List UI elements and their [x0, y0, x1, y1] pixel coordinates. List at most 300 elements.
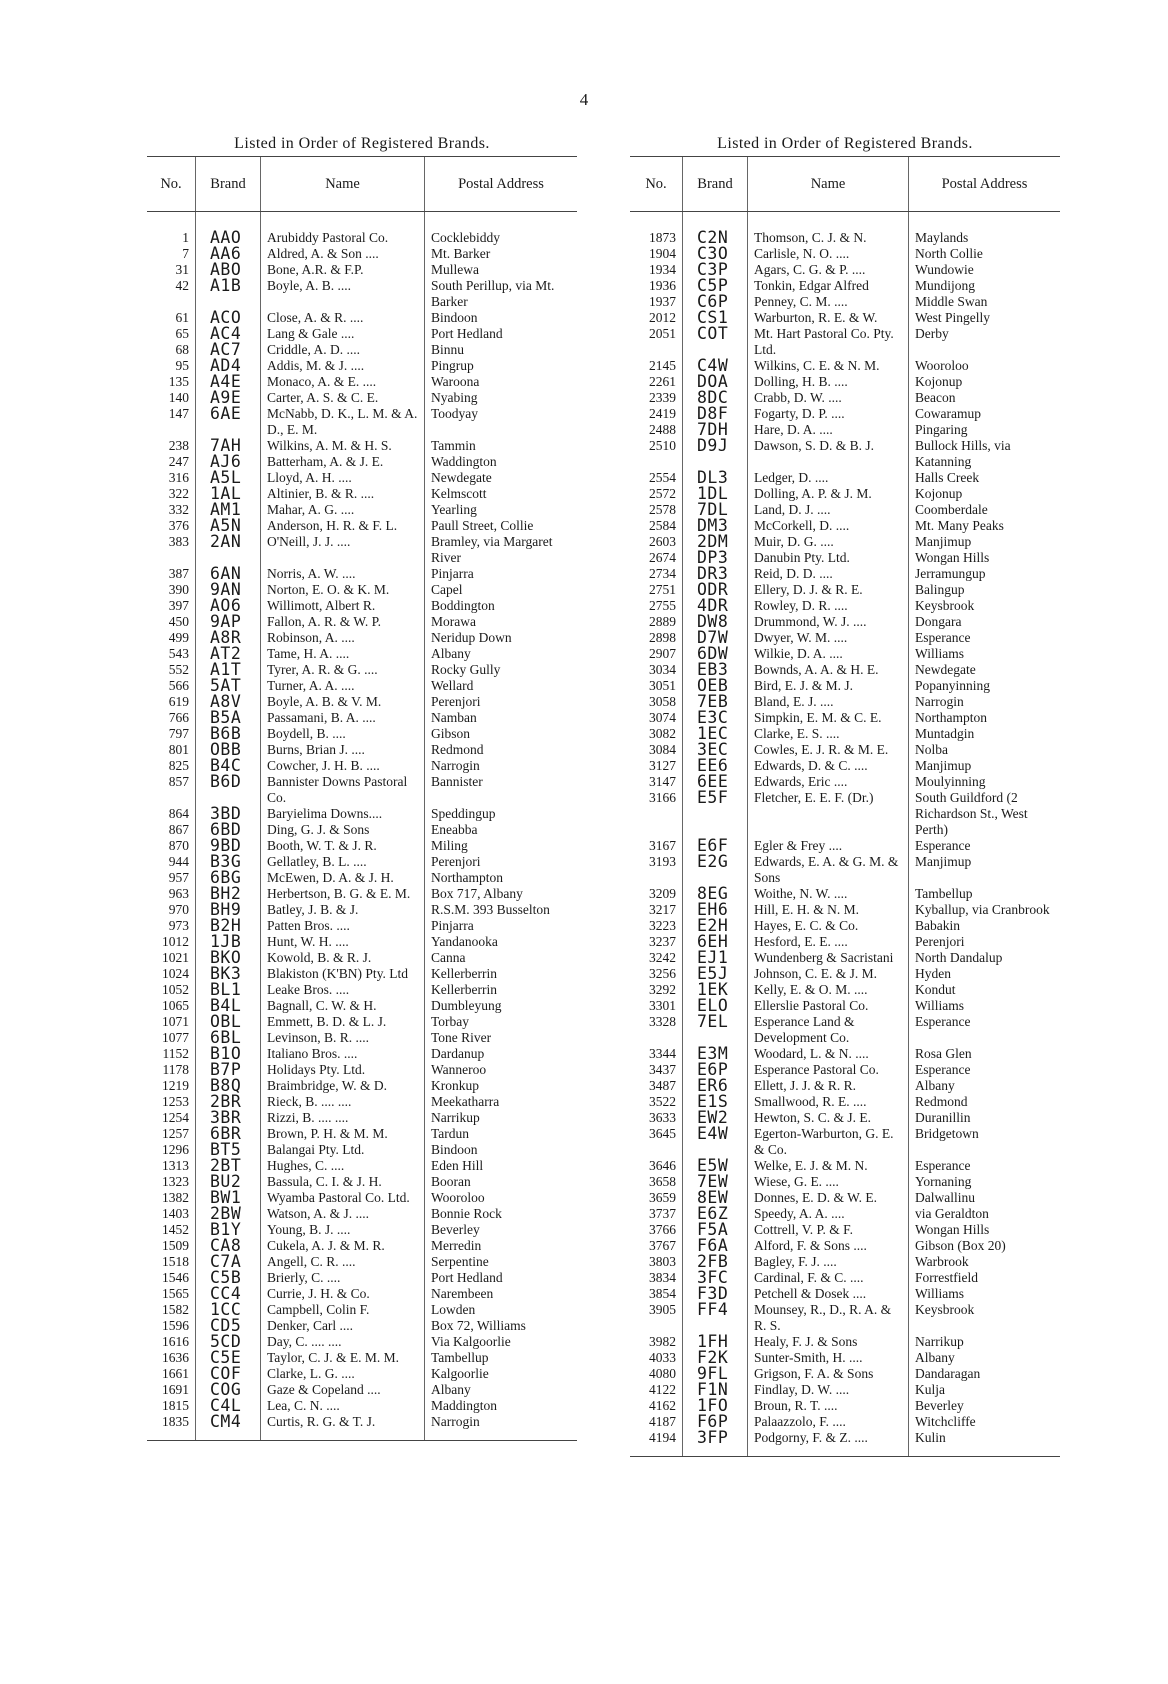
brand-code: 5CD — [196, 1334, 261, 1350]
brand-code: E6Z — [683, 1206, 748, 1222]
registration-number: 1403 — [162, 1206, 189, 1221]
brand-code: DR3 — [683, 566, 748, 582]
registration-number: 383 — [168, 534, 189, 549]
postal-address: Pinjarra — [425, 918, 578, 934]
postal-address: Eneabba — [425, 822, 578, 838]
registration-number: 332 — [168, 502, 189, 517]
registration-number: 3256 — [649, 966, 676, 981]
owner-name: Brierly, C. .... — [261, 1270, 425, 1286]
table-row — [630, 1062, 1060, 1078]
postal-address: Esperance — [909, 630, 1061, 646]
owner-name: Warburton, R. E. & W. — [748, 310, 909, 326]
postal-address: Box 717, Albany — [425, 886, 578, 902]
registration-number: 2755 — [649, 598, 676, 613]
brand-code: DP3 — [683, 550, 748, 566]
table-row — [630, 246, 1060, 262]
brand-code: A5N — [196, 518, 261, 534]
table-row — [630, 998, 1060, 1014]
registration-number: 316 — [168, 470, 189, 485]
registration-number: 3645 — [649, 1126, 676, 1141]
owner-name: Thomson, C. J. & N. — [748, 212, 909, 247]
brand-code: 6AE — [196, 406, 261, 438]
registration-number: 3766 — [649, 1222, 676, 1237]
postal-address: Popanyinning — [909, 678, 1061, 694]
postal-address: Lowden — [425, 1302, 578, 1318]
registration-number: 1052 — [162, 982, 189, 997]
registration-number: 944 — [168, 854, 189, 869]
brand-code: EJ1 — [683, 950, 748, 966]
registration-number: 3437 — [649, 1062, 676, 1077]
brand-code: C4L — [196, 1398, 261, 1414]
col-header-brand: Brand — [683, 157, 748, 212]
col-header-name: Name — [748, 157, 909, 212]
postal-address: Perenjori — [425, 854, 578, 870]
owner-name: Woithe, N. W. .... — [748, 886, 909, 902]
owner-name: Fogarty, D. P. .... — [748, 406, 909, 422]
brand-code: D7W — [683, 630, 748, 646]
table-row — [630, 310, 1060, 326]
owner-name: Wilkie, D. A. .... — [748, 646, 909, 662]
registration-number: 1835 — [147, 1414, 196, 1441]
postal-address: Narrogin — [425, 1414, 578, 1441]
owner-name: Altinier, B. & R. .... — [261, 486, 425, 502]
registration-number: 247 — [168, 454, 189, 469]
owner-name: Monaco, A. & E. .... — [261, 374, 425, 390]
table-row — [630, 1302, 1060, 1334]
brand-code: 1FH — [683, 1334, 748, 1350]
registration-number: 3633 — [649, 1110, 676, 1125]
registration-number: 2339 — [649, 390, 676, 405]
brand-code: ACO — [196, 310, 261, 326]
owner-name: Hesford, E. E. .... — [748, 934, 909, 950]
brand-code: 3BR — [196, 1110, 261, 1126]
owner-name: Gellatley, B. L. .... — [261, 854, 425, 870]
owner-name: Cottrell, V. P. & F. — [748, 1222, 909, 1238]
owner-name: Edwards, E. A. & G. M. & Sons — [748, 854, 909, 886]
postal-address: Maddington — [425, 1398, 578, 1414]
table-row — [630, 902, 1060, 918]
table-header-row — [147, 157, 577, 212]
brand-code: E3C — [683, 710, 748, 726]
postal-address: Bullock Hills, via Katanning — [909, 438, 1061, 470]
postal-address: Balingup — [909, 582, 1061, 598]
table-row — [630, 790, 1060, 838]
brand-code: F1N — [683, 1382, 748, 1398]
brand-code: 1AL — [196, 486, 261, 502]
registration-number: 3834 — [649, 1270, 676, 1285]
postal-address: Tambellup — [909, 886, 1061, 902]
owner-name: Kowold, B. & R. J. — [261, 950, 425, 966]
brand-code: 6BD — [196, 822, 261, 838]
table-row — [630, 854, 1060, 886]
registration-number: 499 — [168, 630, 189, 645]
postal-address: Waroona — [425, 374, 578, 390]
postal-address: Wongan Hills — [909, 550, 1061, 566]
brand-code: D8F — [683, 406, 748, 422]
table-row — [630, 918, 1060, 934]
postal-address: Kyballup, via Cranbrook — [909, 902, 1061, 918]
table-row — [147, 1414, 577, 1441]
registration-number: 7 — [182, 246, 189, 261]
brand-code: 8EG — [683, 886, 748, 902]
table-row — [630, 358, 1060, 374]
brand-code: C5E — [196, 1350, 261, 1366]
owner-name: Herbertson, B. G. & E. M. — [261, 886, 425, 902]
registration-number: 2889 — [649, 614, 676, 629]
registration-number: 543 — [168, 646, 189, 661]
brand-code: B1O — [196, 1046, 261, 1062]
postal-address: Pinjarra — [425, 566, 578, 582]
registration-number: 3058 — [649, 694, 676, 709]
postal-address: R.S.M. 393 Busselton — [425, 902, 578, 918]
table-row — [630, 470, 1060, 486]
postal-address: Tammin — [425, 438, 578, 454]
postal-address: Serpentine — [425, 1254, 578, 1270]
table-row — [630, 982, 1060, 998]
registration-number: 1077 — [162, 1030, 189, 1045]
postal-address: Bannister — [425, 774, 578, 806]
table-header-row — [630, 157, 1060, 212]
brand-code: A9E — [196, 390, 261, 406]
table-row — [630, 534, 1060, 550]
postal-address: Beverley — [425, 1222, 578, 1238]
brand-code: COG — [196, 1382, 261, 1398]
owner-name: Cowles, E. J. R. & M. E. — [748, 742, 909, 758]
owner-name: Hayes, E. C. & Co. — [748, 918, 909, 934]
brand-code: BKO — [196, 950, 261, 966]
owner-name: Kelly, E. & O. M. .... — [748, 982, 909, 998]
brand-code: 7EW — [683, 1174, 748, 1190]
registration-number: 4162 — [649, 1398, 676, 1413]
brand-code: B6D — [196, 774, 261, 806]
postal-address: via Geraldton — [909, 1206, 1061, 1222]
table-row — [630, 1366, 1060, 1382]
brand-code: 3EC — [683, 742, 748, 758]
owner-name: Reid, D. D. .... — [748, 566, 909, 582]
owner-name: Italiano Bros. .... — [261, 1046, 425, 1062]
brand-code: OBB — [196, 742, 261, 758]
postal-address: Wundowie — [909, 262, 1061, 278]
brand-code: C5B — [196, 1270, 261, 1286]
owner-name: Bownds, A. A. & H. E. — [748, 662, 909, 678]
owner-name: Gaze & Copeland .... — [261, 1382, 425, 1398]
owner-name: Welke, E. J. & M. N. — [748, 1158, 909, 1174]
brand-code: 2BR — [196, 1094, 261, 1110]
brand-code: 6AN — [196, 566, 261, 582]
registration-number: 4122 — [649, 1382, 676, 1397]
table-row — [630, 758, 1060, 774]
brand-code: 6BR — [196, 1126, 261, 1142]
table-row — [630, 262, 1060, 278]
postal-address: Speddingup — [425, 806, 578, 822]
table-row — [630, 598, 1060, 614]
brand-code: A1B — [196, 278, 261, 310]
table-row — [630, 662, 1060, 678]
owner-name: Mahar, A. G. .... — [261, 502, 425, 518]
brand-code: ODR — [683, 582, 748, 598]
owner-name: Drummond, W. J. .... — [748, 614, 909, 630]
brand-code: C7A — [196, 1254, 261, 1270]
owner-name: Norris, A. W. .... — [261, 566, 425, 582]
registration-number: 1024 — [162, 966, 189, 981]
registration-number: 566 — [168, 678, 189, 693]
brand-code: CD5 — [196, 1318, 261, 1334]
owner-name: Wilkins, A. M. & H. S. — [261, 438, 425, 454]
postal-address: Merredin — [425, 1238, 578, 1254]
page-number: 4 — [579, 90, 589, 109]
owner-name: Watson, A. & J. .... — [261, 1206, 425, 1222]
registration-number: 973 — [168, 918, 189, 933]
postal-address: Bindoon — [425, 310, 578, 326]
registration-number: 147 — [168, 406, 189, 421]
brand-code: B4L — [196, 998, 261, 1014]
owner-name: McCorkell, D. .... — [748, 518, 909, 534]
brand-code: E2G — [683, 854, 748, 886]
owner-name: Denker, Carl .... — [261, 1318, 425, 1334]
registration-number: 1936 — [649, 278, 676, 293]
table-row — [630, 294, 1060, 310]
brand-code: F5A — [683, 1222, 748, 1238]
brand-code: 8EW — [683, 1190, 748, 1206]
postal-address: Muntadgin — [909, 726, 1061, 742]
registration-number: 3237 — [649, 934, 676, 949]
brand-code: 1DL — [683, 486, 748, 502]
postal-address: Kellerberrin — [425, 966, 578, 982]
owner-name: Burns, Brian J. .... — [261, 742, 425, 758]
brand-code: AT2 — [196, 646, 261, 662]
brand-code: 2FB — [683, 1254, 748, 1270]
brand-code: C3O — [683, 246, 748, 262]
registration-number: 2751 — [649, 582, 676, 597]
registration-number: 870 — [168, 838, 189, 853]
postal-address: Kalgoorlie — [425, 1366, 578, 1382]
postal-address: Namban — [425, 710, 578, 726]
brand-code: 2BW — [196, 1206, 261, 1222]
brand-code: AO6 — [196, 598, 261, 614]
postal-address: Maylands — [909, 212, 1061, 247]
postal-address: Canna — [425, 950, 578, 966]
brand-code: AJ6 — [196, 454, 261, 470]
brand-code: 1EC — [683, 726, 748, 742]
owner-name: Findlay, D. W. .... — [748, 1382, 909, 1398]
owner-name: Ellerslie Pastoral Co. — [748, 998, 909, 1014]
table-row — [630, 1430, 1060, 1457]
registration-number: 3344 — [649, 1046, 676, 1061]
postal-address: Toodyay — [425, 406, 578, 438]
list-heading-left: Listed in Order of Registered Brands. — [234, 135, 490, 152]
owner-name: Passamani, B. A. .... — [261, 710, 425, 726]
brand-code: F2K — [683, 1350, 748, 1366]
postal-address: Kellerberrin — [425, 982, 578, 998]
postal-address: Morawa — [425, 614, 578, 630]
brand-code: A5L — [196, 470, 261, 486]
brand-code: 5AT — [196, 678, 261, 694]
brand-code: 2AN — [196, 534, 261, 566]
postal-address: Dumbleyung — [425, 998, 578, 1014]
registration-number: 4194 — [630, 1430, 683, 1457]
registration-number: 1323 — [162, 1174, 189, 1189]
table-row — [630, 1126, 1060, 1158]
owner-name: Woodard, L. & N. .... — [748, 1046, 909, 1062]
postal-address: Bonnie Rock — [425, 1206, 578, 1222]
postal-address: Duranillin — [909, 1110, 1061, 1126]
table-row — [630, 774, 1060, 790]
registration-number: 2012 — [649, 310, 676, 325]
registration-number: 3328 — [649, 1014, 676, 1029]
table-row — [630, 422, 1060, 438]
registration-number: 3074 — [649, 710, 676, 725]
registration-number: 3084 — [649, 742, 676, 757]
postal-address: Albany — [425, 1382, 578, 1398]
brand-code: E6P — [683, 1062, 748, 1078]
registration-number: 1934 — [649, 262, 676, 277]
owner-name: Norton, E. O. & K. M. — [261, 582, 425, 598]
owner-name: Podgorny, F. & Z. .... — [748, 1430, 909, 1457]
postal-address: Kojonup — [909, 374, 1061, 390]
postal-address: Narrikup — [425, 1110, 578, 1126]
table-row — [630, 710, 1060, 726]
registration-number: 801 — [168, 742, 189, 757]
postal-address: Newdegate — [425, 470, 578, 486]
postal-address: Newdegate — [909, 662, 1061, 678]
right-column — [630, 132, 1060, 1457]
postal-address: Port Hedland — [425, 326, 578, 342]
owner-name: Mounsey, R., D., R. A. & R. S. — [748, 1302, 909, 1334]
brand-code: BH2 — [196, 886, 261, 902]
registration-number: 65 — [175, 326, 189, 341]
postal-address: Albany — [909, 1078, 1061, 1094]
postal-address: Mundijong — [909, 278, 1061, 294]
brand-code: 6DW — [683, 646, 748, 662]
owner-name: Esperance Land & Development Co. — [748, 1014, 909, 1046]
brand-code: 1EK — [683, 982, 748, 998]
registration-number: 3803 — [649, 1254, 676, 1269]
registration-number: 2510 — [649, 438, 676, 453]
registration-number: 2488 — [649, 422, 676, 437]
brand-code: BH9 — [196, 902, 261, 918]
brand-code: AA6 — [196, 246, 261, 262]
registration-number: 2603 — [649, 534, 676, 549]
registration-number: 95 — [175, 358, 189, 373]
postal-address: Port Hedland — [425, 1270, 578, 1286]
registration-number: 3209 — [649, 886, 676, 901]
owner-name: Clarke, L. G. .... — [261, 1366, 425, 1382]
col-header-name: Name — [261, 157, 425, 212]
postal-address: Rosa Glen — [909, 1046, 1061, 1062]
owner-name: Bird, E. J. & M. J. — [748, 678, 909, 694]
registration-number: 2261 — [649, 374, 676, 389]
owner-name: Close, A. & R. .... — [261, 310, 425, 326]
owner-name: Young, B. J. .... — [261, 1222, 425, 1238]
brand-code: ER6 — [683, 1078, 748, 1094]
owner-name: Baryielima Downs.... — [261, 806, 425, 822]
table-row — [630, 550, 1060, 566]
postal-address: Wooroloo — [425, 1190, 578, 1206]
table-row — [630, 1334, 1060, 1350]
owner-name: Willimott, Albert R. — [261, 598, 425, 614]
table-row — [630, 646, 1060, 662]
brand-code: 6BL — [196, 1030, 261, 1046]
postal-address: Tambellup — [425, 1350, 578, 1366]
postal-address: Jerramungup — [909, 566, 1061, 582]
registration-number: 1065 — [162, 998, 189, 1013]
table-row — [630, 1158, 1060, 1174]
owner-name: Tonkin, Edgar Alfred — [748, 278, 909, 294]
postal-address: Wellard — [425, 678, 578, 694]
owner-name: Blakiston (K'BN) Pty. Ltd — [261, 966, 425, 982]
postal-address: South Guildford (2 Richardson St., West Perth) — [909, 790, 1061, 838]
postal-address: South Perillup, via Mt. Barker — [425, 278, 578, 310]
postal-address: Boddington — [425, 598, 578, 614]
registration-number: 140 — [168, 390, 189, 405]
brand-code: 4DR — [683, 598, 748, 614]
owner-name: Batley, J. B. & J. — [261, 902, 425, 918]
brand-code: B8Q — [196, 1078, 261, 1094]
table-row — [630, 486, 1060, 502]
registration-number: 970 — [168, 902, 189, 917]
postal-address: Keysbrook — [909, 598, 1061, 614]
owner-name: Agars, C. G. & P. .... — [748, 262, 909, 278]
postal-address: Kondut — [909, 982, 1061, 998]
owner-name: Fallon, A. R. & W. P. — [261, 614, 425, 630]
postal-address: West Pingelly — [909, 310, 1061, 326]
registration-number: 450 — [168, 614, 189, 629]
registration-number: 397 — [168, 598, 189, 613]
postal-address: Kronkup — [425, 1078, 578, 1094]
registration-number: 867 — [168, 822, 189, 837]
registration-number: 31 — [175, 262, 189, 277]
brand-code: C4W — [683, 358, 748, 374]
registration-number: 1937 — [649, 294, 676, 309]
owner-name: Penney, C. M. .... — [748, 294, 909, 310]
owner-name: Petchell & Dosek .... — [748, 1286, 909, 1302]
table-row — [630, 502, 1060, 518]
registration-number: 1546 — [162, 1270, 189, 1285]
brand-code: 6EE — [683, 774, 748, 790]
postal-address: Wooroloo — [909, 358, 1061, 374]
table-row — [147, 278, 577, 310]
registration-number: 3147 — [649, 774, 676, 789]
brand-code: B7P — [196, 1062, 261, 1078]
brand-code: B3G — [196, 854, 261, 870]
brand-code: DW8 — [683, 614, 748, 630]
registration-number: 3301 — [649, 998, 676, 1013]
postal-address: Wongan Hills — [909, 1222, 1061, 1238]
brand-code: COF — [196, 1366, 261, 1382]
postal-address: Neridup Down — [425, 630, 578, 646]
registration-number: 42 — [175, 278, 189, 293]
table-row — [147, 534, 577, 566]
owner-name: Wyamba Pastoral Co. Ltd. — [261, 1190, 425, 1206]
brands-table-right — [630, 156, 1060, 1457]
postal-address: Via Kalgoorlie — [425, 1334, 578, 1350]
postal-address: Redmond — [909, 1094, 1061, 1110]
postal-address: Albany — [425, 646, 578, 662]
registration-number: 2145 — [649, 358, 676, 373]
registration-number: 2907 — [649, 646, 676, 661]
postal-address: Narrogin — [909, 694, 1061, 710]
list-heading-right: Listed in Order of Registered Brands. — [717, 135, 973, 152]
postal-address: Gibson (Box 20) — [909, 1238, 1061, 1254]
col-header-address: Postal Address — [425, 157, 578, 212]
registration-number: 3082 — [649, 726, 676, 741]
owner-name: Johnson, C. E. & J. M. — [748, 966, 909, 982]
owner-name: Campbell, Colin F. — [261, 1302, 425, 1318]
owner-name: Land, D. J. .... — [748, 502, 909, 518]
brand-code: 7DH — [683, 422, 748, 438]
registration-number: 3646 — [649, 1158, 676, 1173]
owner-name: Wilkins, C. E. & N. M. — [748, 358, 909, 374]
